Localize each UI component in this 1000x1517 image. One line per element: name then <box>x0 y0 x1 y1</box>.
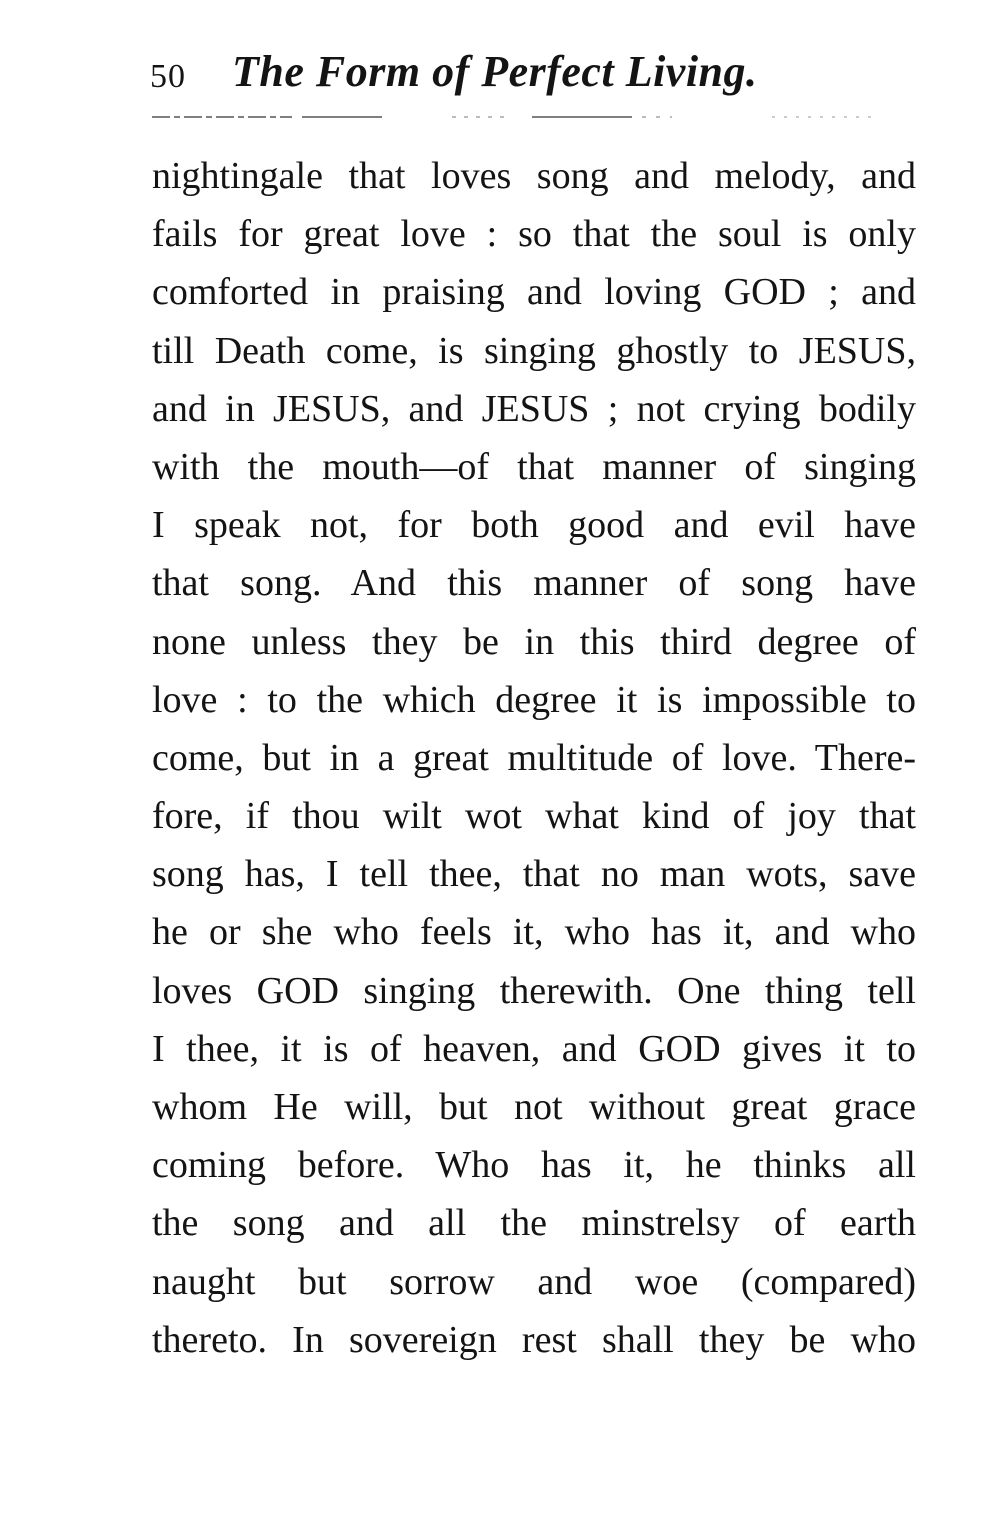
text-line: comforted in praising and loving GOD ; and <box>152 271 916 314</box>
text-line: nightingale that loves song and melody, and <box>152 155 916 197</box>
header-rule <box>152 115 917 119</box>
body-text <box>152 147 916 1369</box>
running-head <box>150 46 830 106</box>
page-number: 50 <box>150 58 186 95</box>
text-line: he or she who feels it, who has it, and who <box>152 911 916 954</box>
book-title: The Form of Perfect Living. <box>232 47 758 96</box>
text-line: I speak not, for both good and evil have <box>152 504 916 547</box>
text-line: naught but sorrow and woe (compared) <box>152 1260 916 1303</box>
text-line: the song and all the minstrelsy of earth <box>152 1202 916 1245</box>
text-line: with the mouth—of that manner of singing <box>152 445 916 488</box>
text-line: fails for great love : so that the soul is only <box>152 213 916 256</box>
text-line: thereto. In sovereign rest shall they be who <box>152 1318 916 1361</box>
header-rule-line <box>152 115 917 119</box>
text-line: loves GOD singing therewith. One thing tell <box>152 969 916 1012</box>
text-line: that song. And this manner of song have <box>152 562 916 605</box>
text-line: I thee, it is of heaven, and GOD gives it to <box>152 1027 916 1070</box>
text-line: song has, I tell thee, that no man wots, save <box>152 853 916 896</box>
text-line: none unless they be in this third degree of <box>152 620 916 663</box>
text-line: come, but in a great multitude of love. There- <box>152 736 916 779</box>
text-line: coming before. Who has it, he thinks all <box>152 1144 916 1187</box>
text-line: love : to the which degree it is impossible to <box>152 678 916 721</box>
text-line: whom He will, but not without great grace <box>152 1086 916 1128</box>
text-line: till Death come, is singing ghostly to JESUS, <box>152 329 916 372</box>
text-line: and in JESUS, and JESUS ; not crying bodily <box>152 387 916 430</box>
text-line: fore, if thou wilt wot what kind of joy that <box>152 795 916 838</box>
